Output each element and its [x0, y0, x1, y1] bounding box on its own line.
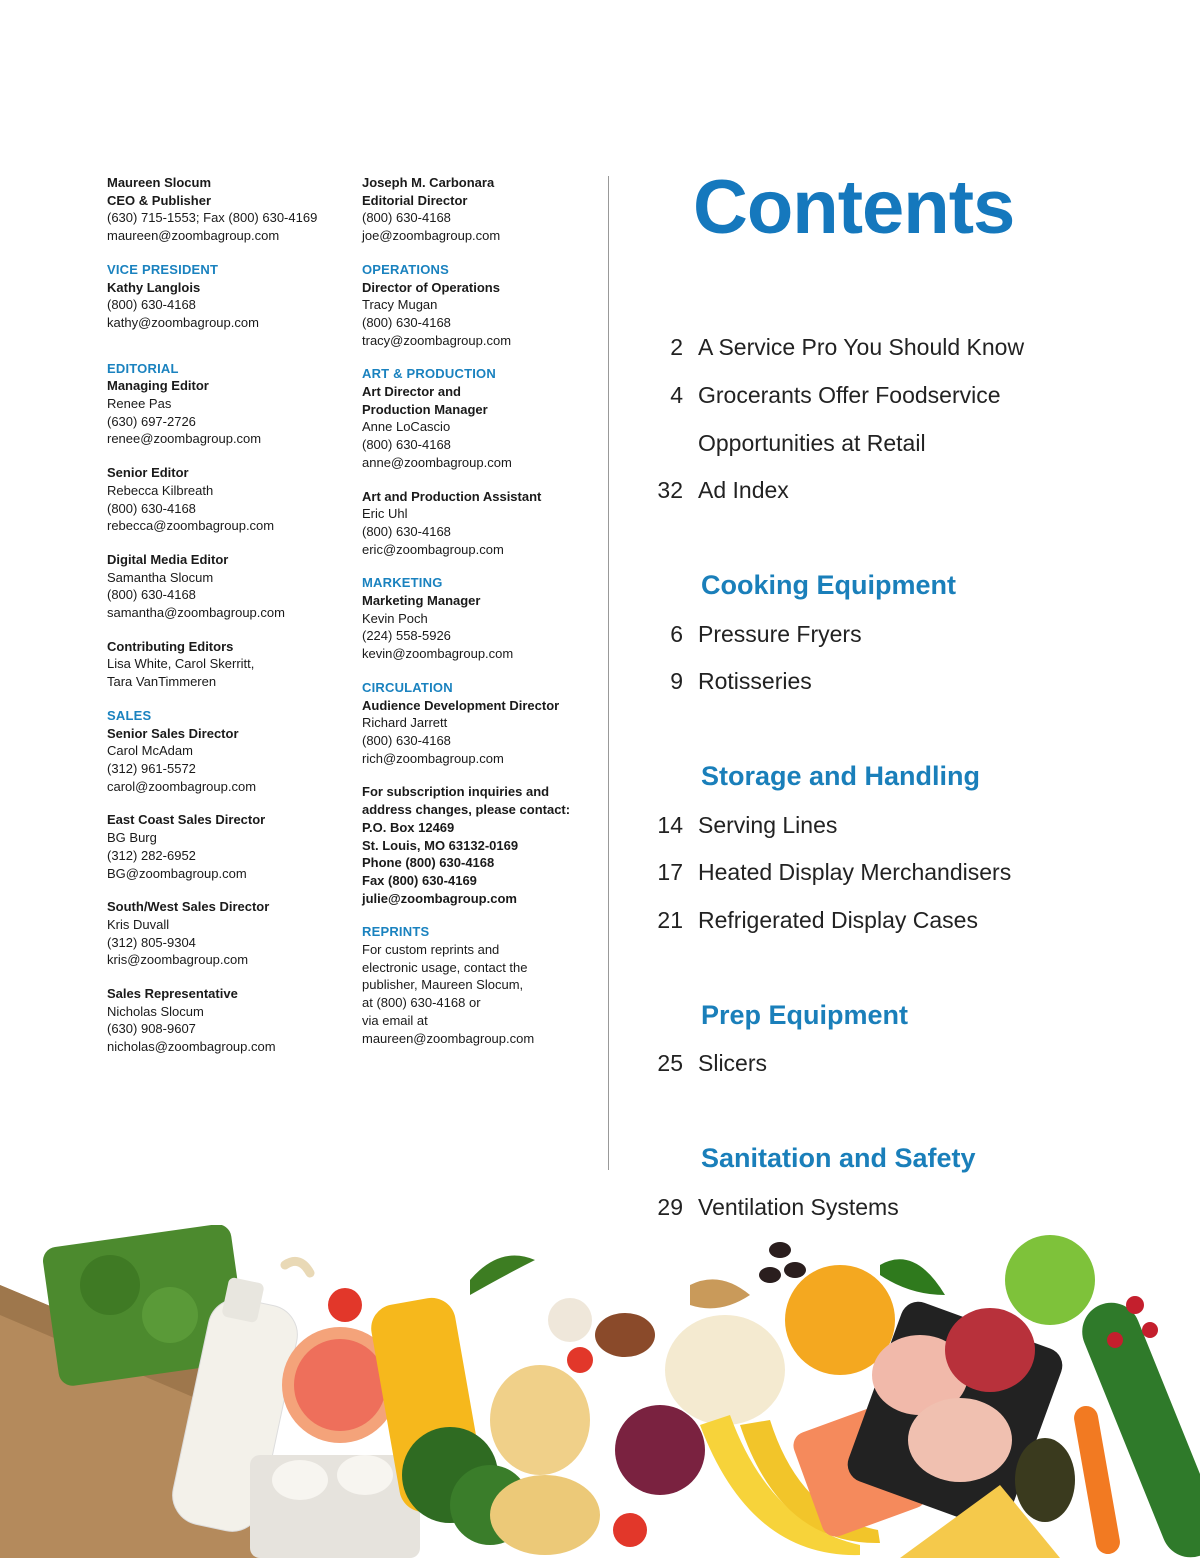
page-number: 2	[670, 334, 683, 360]
page-number: 29	[657, 1194, 683, 1220]
staff-phone: (312) 282-6952	[107, 847, 196, 863]
toc-section-heading: Storage and Handling	[701, 761, 981, 791]
entry-title: A Service Pro You Should Know	[698, 334, 1025, 360]
staff-name: Richard Jarrett	[362, 715, 448, 731]
staff-email: nicholas@zoombagroup.com	[107, 1039, 276, 1055]
masthead-column-2	[362, 174, 602, 1063]
staff-email: rebecca@zoombagroup.com	[107, 518, 275, 534]
staff-role: Marketing Manager	[362, 593, 481, 609]
staff-role: South/West Sales Director	[107, 899, 270, 915]
toc-entry[interactable]	[640, 334, 1060, 374]
entry-title: Ventilation Systems	[698, 1194, 899, 1220]
toc-section-heading: Prep Equipment	[701, 1000, 909, 1030]
po-box: P.O. Box 12469	[362, 819, 455, 835]
staff-name: Anne LoCascio	[362, 419, 451, 435]
staff-phone: (800) 630-4168	[362, 732, 451, 748]
masthead-block	[107, 638, 347, 691]
section-heading: CIRCULATION	[362, 679, 453, 695]
section-heading: VICE PRESIDENT	[107, 261, 219, 277]
staff-phone: (630) 697-2726	[107, 413, 196, 429]
staff-name: Kris Duvall	[107, 916, 170, 932]
staff-email: renee@zoombagroup.com	[107, 431, 262, 447]
section-heading: MARKETING	[362, 575, 443, 591]
entry-title: Grocerants Offer Foodservice	[698, 382, 1001, 408]
page-number: 17	[657, 859, 683, 885]
reprints-text: electronic usage, contact the	[362, 959, 528, 975]
ginger	[690, 1279, 750, 1308]
staff-role: Digital Media Editor	[107, 551, 229, 567]
staff-phone: (800) 630-4168	[362, 437, 451, 453]
staff-role: Managing Editor	[107, 378, 209, 394]
staff-email: anne@zoombagroup.com	[362, 454, 512, 470]
staff-role: Audience Development Director	[362, 697, 560, 713]
masthead-block	[107, 707, 347, 796]
noodles	[665, 1315, 785, 1425]
page-number: 9	[670, 668, 683, 694]
entry-title: Pressure Fryers	[698, 621, 862, 647]
reprints-text: via email at	[362, 1012, 428, 1028]
staff-title: Editorial Director	[362, 192, 468, 208]
staff-role: Sales Representative	[107, 986, 238, 1002]
section-heading: ART & PRODUCTION	[362, 366, 496, 382]
masthead-block	[362, 679, 602, 768]
staff-email: kevin@zoombagroup.com	[362, 646, 514, 662]
masthead-block	[107, 174, 347, 245]
staff-phone: (800) 630-4168	[362, 314, 451, 330]
page-number: 21	[657, 907, 683, 933]
toc-entry-continuation	[640, 430, 1060, 470]
staff-role: East Coast Sales Director	[107, 812, 266, 828]
section-heading: EDITORIAL	[107, 360, 179, 376]
staff-name: Renee Pas	[107, 396, 172, 412]
pasta	[490, 1365, 590, 1475]
fax: Fax (800) 630-4169	[362, 872, 477, 888]
staff-phone: (800) 630-4168	[362, 523, 451, 539]
staff-phone: (800) 630-4168	[107, 297, 196, 313]
toc-entry[interactable]	[640, 621, 1060, 661]
staff-phone: (224) 558-5926	[362, 628, 451, 644]
staff-email: kris@zoombagroup.com	[107, 952, 249, 968]
green-apple	[1005, 1235, 1095, 1325]
masthead-block	[362, 174, 602, 245]
subscription-note: For subscription inquiries and	[362, 784, 550, 800]
staff-email: carol@zoombagroup.com	[107, 778, 257, 794]
staff-phone: (630) 715-1553; Fax (800) 630-4169	[107, 210, 318, 226]
reprints-text: publisher, Maureen Slocum,	[362, 977, 524, 993]
entry-title: Heated Display Merchandisers	[698, 859, 1012, 885]
masthead-block	[362, 488, 602, 559]
staff-name: Tara VanTimmeren	[107, 674, 217, 690]
staff-name: Kevin Poch	[362, 610, 428, 626]
staff-email: rich@zoombagroup.com	[362, 750, 504, 766]
toc-entry[interactable]	[640, 907, 1060, 947]
toc-entry[interactable]	[640, 859, 1060, 899]
masthead-block	[107, 261, 347, 332]
entry-title: Ad Index	[698, 477, 789, 503]
staff-email: eric@zoombagroup.com	[362, 541, 504, 557]
section-heading: OPERATIONS	[362, 261, 449, 277]
staff-email: kathy@zoombagroup.com	[107, 314, 259, 330]
staff-name: Eric Uhl	[362, 506, 408, 522]
entry-title: Refrigerated Display Cases	[698, 907, 978, 933]
contact-email: julie@zoombagroup.com	[362, 890, 517, 906]
staff-email: tracy@zoombagroup.com	[362, 332, 512, 348]
masthead-block	[362, 574, 602, 663]
section-heading: REPRINTS	[362, 924, 430, 940]
toc-entry[interactable]	[640, 477, 1060, 517]
masthead-block	[362, 261, 602, 350]
entry-title: Rotisseries	[698, 668, 812, 694]
staff-name: BG Burg	[107, 830, 157, 846]
staff-email: samantha@zoombagroup.com	[107, 605, 285, 621]
page-number: 25	[657, 1050, 683, 1076]
staff-phone: (312) 961-5572	[107, 760, 196, 776]
staff-name: Joseph M. Carbonara	[362, 175, 495, 190]
masthead-block	[107, 360, 347, 449]
avocado	[1015, 1438, 1075, 1522]
groceries-illustration	[0, 1225, 1200, 1558]
column-divider	[608, 176, 609, 1170]
staff-role: Director of Operations	[362, 279, 500, 295]
masthead-block	[107, 898, 347, 969]
staff-role: Senior Sales Director	[107, 725, 239, 741]
staff-name: Nicholas Slocum	[107, 1003, 204, 1019]
staff-role: Art Director and	[362, 384, 461, 400]
staff-role: Production Manager	[362, 401, 488, 417]
staff-name: Samantha Slocum	[107, 569, 214, 585]
masthead-block	[107, 551, 347, 622]
toc-entry[interactable]	[640, 812, 1060, 852]
carrot	[1072, 1404, 1122, 1556]
toc-entry[interactable]	[640, 668, 1060, 708]
section-heading: SALES	[107, 707, 152, 723]
staff-name: Carol McAdam	[107, 743, 193, 759]
green-pepper	[470, 1256, 535, 1296]
reprints-block	[362, 923, 602, 1047]
staff-role: Senior Editor	[107, 465, 189, 481]
red-onion	[615, 1405, 705, 1495]
staff-phone: (800) 630-4168	[107, 500, 196, 516]
staff-title: CEO & Publisher	[107, 192, 212, 208]
staff-name: Kathy Langlois	[107, 279, 201, 295]
toc-section-heading: Cooking Equipment	[701, 570, 956, 600]
entry-title: Serving Lines	[698, 812, 838, 838]
tomato	[328, 1288, 362, 1322]
toc-section-heading: Sanitation and Safety	[701, 1143, 976, 1173]
staff-phone: (630) 908-9607	[107, 1021, 196, 1037]
staff-phone: (312) 805-9304	[107, 934, 196, 950]
masthead-block	[107, 985, 347, 1056]
masthead-block	[362, 365, 602, 471]
contents-title: Contents	[693, 165, 1015, 250]
subscription-note: address changes, please contact:	[362, 802, 571, 818]
page-number: 4	[670, 382, 683, 408]
staff-name: Rebecca Kilbreath	[107, 482, 214, 498]
phone: Phone (800) 630-4168	[362, 855, 495, 871]
subscription-block	[362, 783, 602, 907]
masthead-column-1	[107, 174, 347, 1072]
reprints-text: For custom reprints and	[362, 942, 500, 958]
reprints-text: at (800) 630-4168 or	[362, 995, 481, 1011]
reprints-email: maureen@zoombagroup.com	[362, 1030, 535, 1046]
toc-entry[interactable]	[640, 382, 1060, 422]
page-number: 14	[657, 812, 683, 838]
staff-email: maureen@zoombagroup.com	[107, 228, 280, 244]
entry-title: Slicers	[698, 1050, 768, 1076]
tomato	[613, 1513, 647, 1547]
staff-name: Lisa White, Carol Skerritt,	[107, 656, 255, 672]
toc-entry[interactable]	[640, 1050, 1060, 1090]
masthead-block	[107, 464, 347, 535]
staff-name: Maureen Slocum	[107, 175, 212, 190]
staff-phone: (800) 630-4168	[362, 210, 451, 226]
staff-email: joe@zoombagroup.com	[362, 228, 501, 244]
staff-role: Art and Production Assistant	[362, 488, 542, 504]
staff-phone: (800) 630-4168	[107, 587, 196, 603]
staff-email: BG@zoombagroup.com	[107, 865, 247, 881]
entry-title: Opportunities at Retail	[698, 430, 926, 456]
page-number: 6	[670, 621, 683, 647]
staff-role: Contributing Editors	[107, 638, 234, 654]
staff-name: Tracy Mugan	[362, 297, 438, 313]
city-address: St. Louis, MO 63132-0169	[362, 837, 519, 853]
garlic	[548, 1298, 592, 1342]
masthead-block	[107, 811, 347, 882]
page-number: 32	[657, 477, 683, 503]
